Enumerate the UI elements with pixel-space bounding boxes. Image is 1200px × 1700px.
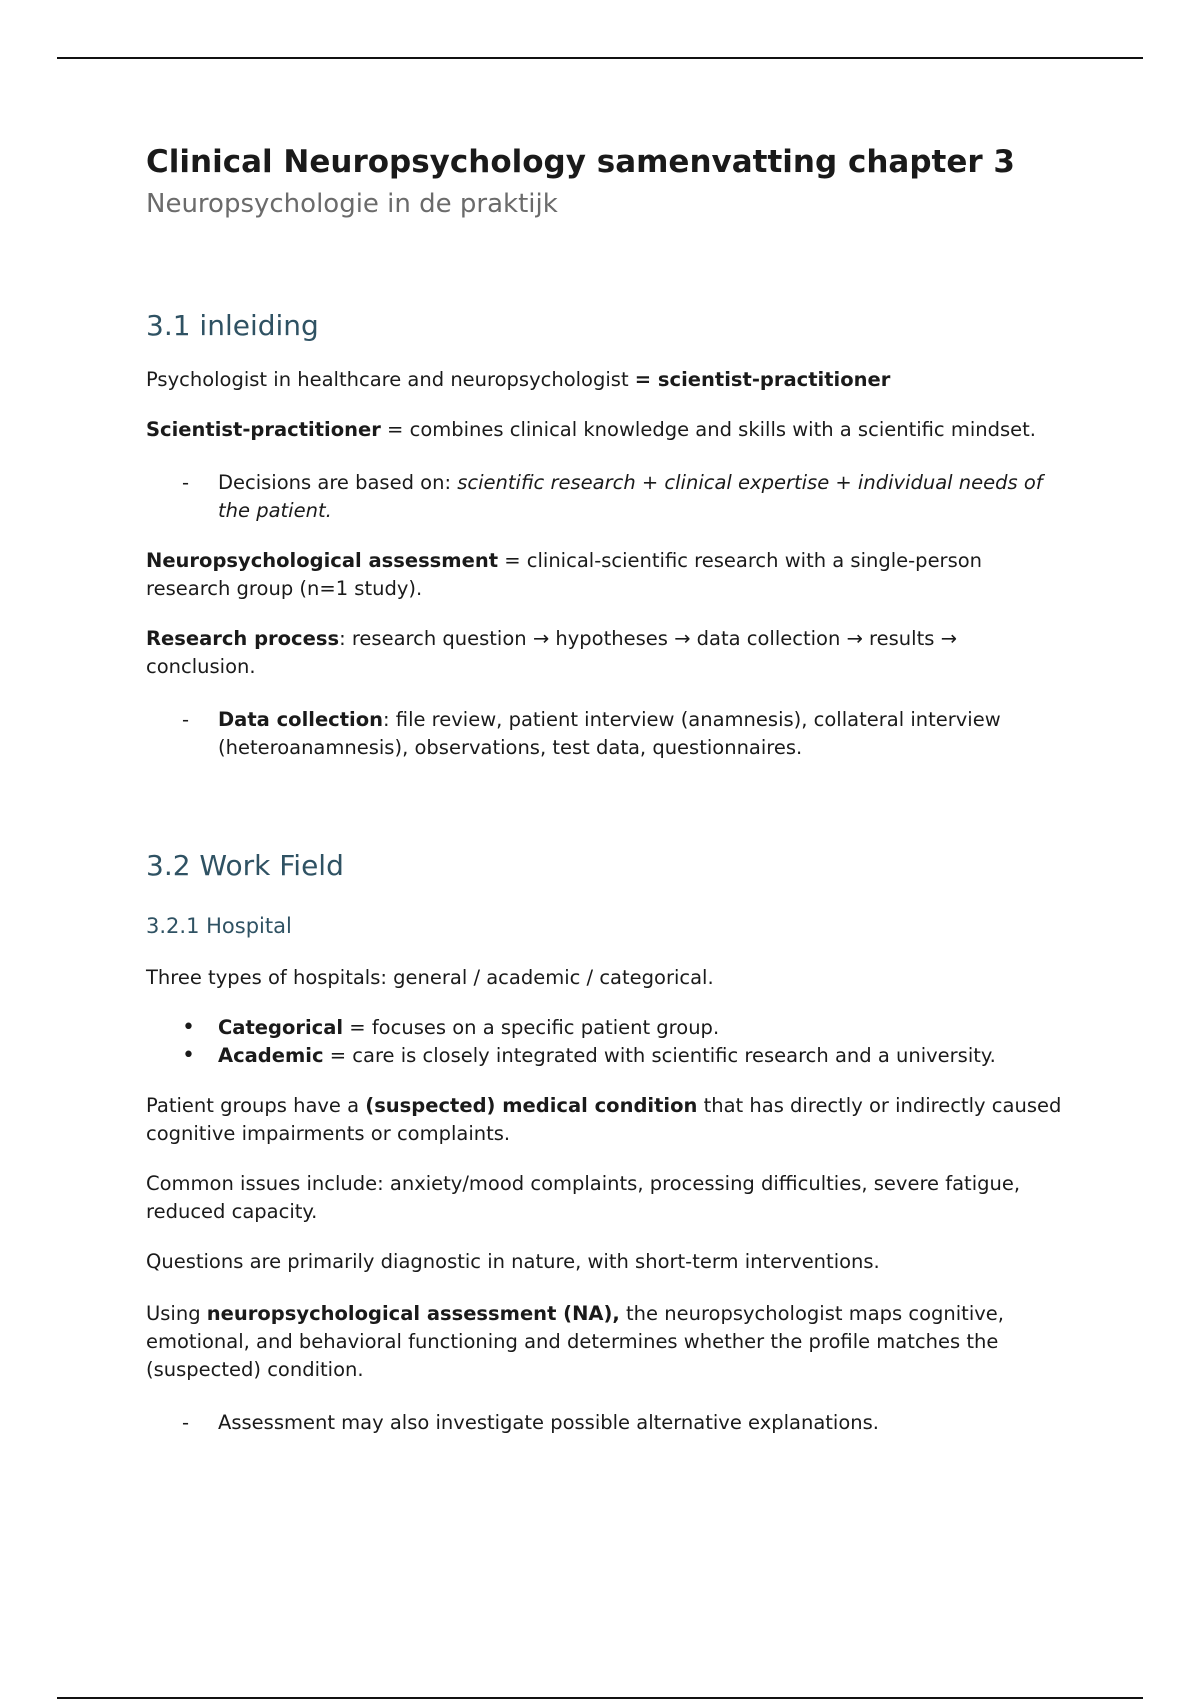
document-title: Clinical Neuropsychology samenvatting chapter 3	[146, 144, 1015, 180]
text-run: Psychologist in healthcare and neuropsychologist	[146, 368, 635, 391]
bold-run: Data collection	[218, 708, 384, 731]
text-run: = focuses on a specific patient group.	[343, 1016, 720, 1039]
list-item-alternative-explanations	[146, 1409, 1066, 1437]
paragraph-using-na	[146, 1300, 1066, 1384]
dash-marker: -	[182, 708, 190, 731]
document-body	[146, 140, 1066, 1437]
bold-run: Neuropsychological assessment	[146, 549, 499, 572]
list-item-categorical	[146, 1014, 1066, 1042]
bold-run: Categorical	[218, 1016, 344, 1039]
bold-run: neuropsychological assessment (NA),	[206, 1302, 620, 1325]
paragraph-research-process	[146, 625, 1066, 681]
dash-marker: -	[182, 1411, 190, 1434]
italic-run: scientific research + clinical expertise + individual needs of the patient.	[218, 471, 1043, 522]
bullet-marker: •	[182, 1015, 195, 1040]
text-run: the neuropsychologist maps cognitive, emotional, and behavioral functioning and determines whether the profile matches the (suspected) condition.	[146, 1302, 1004, 1381]
subsection-heading-3-2-1: 3.2.1 Hospital	[146, 914, 292, 938]
document-subtitle: Neuropsychologie in de praktijk	[146, 189, 558, 219]
paragraph-common-issues: Common issues include: anxiety/mood complaints, processing difficulties, severe fatigue, reduced capacity.	[146, 1172, 1021, 1223]
section-heading-3-1: 3.1 inleiding	[146, 309, 319, 342]
paragraph-questions: Questions are primarily diagnostic in nature, with short-term interventions.	[146, 1250, 880, 1273]
text-run: Assessment may also investigate possible alternative explanations.	[218, 1411, 880, 1434]
text-run: Decisions are based on:	[218, 471, 458, 494]
text-run: : file review, patient interview (anamnesis), collateral interview (heteroanamnesis), observations, test data, questionnaires.	[218, 708, 1001, 759]
text-run: : research question → hypotheses → data collection → results → conclusion.	[146, 627, 957, 678]
bold-run: Academic	[218, 1044, 324, 1067]
bold-run: = scientist-practitioner	[634, 368, 891, 391]
paragraph-neuropsychological-assessment	[146, 547, 1066, 603]
bullet-marker: •	[182, 1043, 195, 1068]
list-item-decisions	[146, 469, 1066, 525]
text-run: Using	[146, 1302, 207, 1325]
paragraph-hospital-types: Three types of hospitals: general / academic / categorical.	[146, 966, 714, 989]
dash-marker: -	[182, 471, 190, 494]
section-heading-3-2: 3.2 Work Field	[146, 849, 344, 882]
footer-rule	[57, 1697, 1143, 1699]
paragraph-scientist-practitioner-intro	[146, 366, 1066, 394]
list-item-data-collection	[146, 706, 1066, 762]
bold-run: (suspected) medical condition	[365, 1094, 698, 1117]
paragraph-patient-groups	[146, 1092, 1066, 1148]
text-run: that has directly or indirectly caused cognitive impairments or complaints.	[146, 1094, 1062, 1145]
text-run: = care is closely integrated with scientific research and a university.	[323, 1044, 996, 1067]
text-run: = combines clinical knowledge and skills with a scientific mindset.	[380, 418, 1037, 441]
bold-run: Research process	[146, 627, 340, 650]
list-item-academic	[146, 1042, 1066, 1070]
text-run: Patient groups have a	[146, 1094, 366, 1117]
bold-run: Scientist-practitioner	[146, 418, 381, 441]
text-run: = clinical-scientific research with a single-person research group (n=1 study).	[146, 549, 983, 600]
header-rule	[57, 57, 1143, 59]
paragraph-scientist-practitioner-definition	[146, 416, 1066, 444]
